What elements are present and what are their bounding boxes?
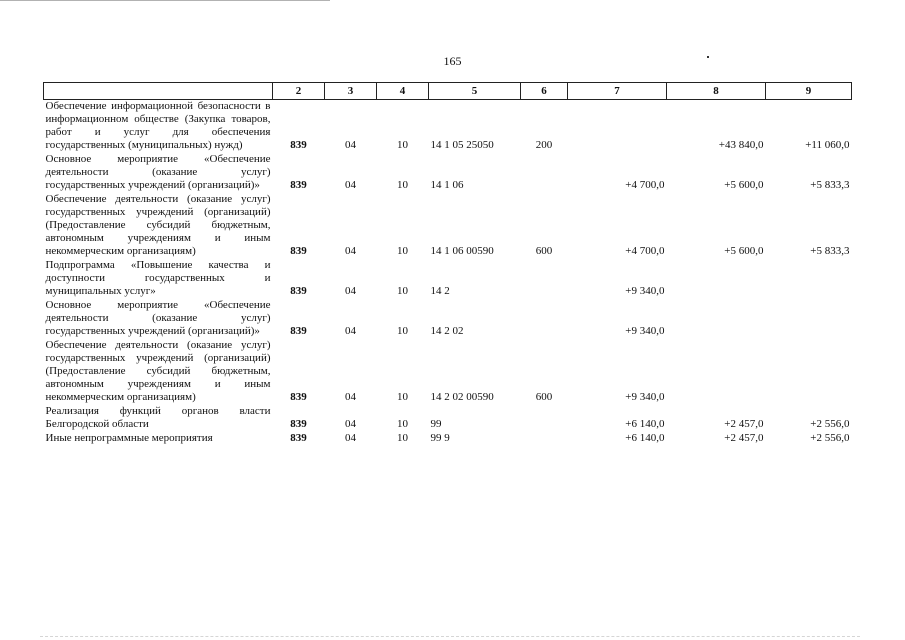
row-amount-col9: +11 060,0 <box>805 139 850 151</box>
row-ministry-code: 839 <box>290 285 307 297</box>
row-section-code: 04 <box>345 418 356 430</box>
scan-artifact-bottom <box>40 636 860 638</box>
row-subsection-code: 10 <box>397 391 408 403</box>
row-target-code: 14 1 05 25050 <box>430 139 494 151</box>
row-section-code: 04 <box>345 325 356 337</box>
row-expense-type <box>521 299 568 339</box>
row-section-code: 04 <box>345 285 356 297</box>
row-ministry-code: 839 <box>290 418 307 430</box>
row-name: Обеспечение деятельности (оказание услуг) государственных учреждений (организаций) (Предоставление субсидий бюджетным, автономным учреждениям и иным некоммерческим организациям) <box>45 339 271 403</box>
row-amount-col8: +2 457,0 <box>724 418 764 430</box>
budget-table <box>43 82 852 446</box>
row-amount-col9 <box>766 259 852 299</box>
row-amount-col9: +2 556,0 <box>810 418 850 430</box>
row-target-code: 14 1 06 00590 <box>430 245 494 257</box>
header-cell-4: 4 <box>377 83 429 100</box>
table-row <box>44 100 852 154</box>
row-section-code: 04 <box>345 139 356 151</box>
row-target-code: 14 2 02 <box>430 325 464 337</box>
row-name: Обеспечение информационной безопасности в информационном обществе (Закупка товаров, работ и услуг для обеспечения государственных (муниципальных) нужд) <box>45 100 271 151</box>
row-target-code: 99 <box>430 418 442 430</box>
row-name: Реализация функций органов власти Белгородской области <box>45 405 271 430</box>
row-subsection-code: 10 <box>397 325 408 337</box>
row-ministry-code: 839 <box>290 325 307 337</box>
table-row <box>44 405 852 432</box>
row-amount-col8: +5 600,0 <box>724 245 764 257</box>
header-cell-5: 5 <box>429 83 521 100</box>
row-subsection-code: 10 <box>397 285 408 297</box>
row-amount-col8 <box>667 339 766 405</box>
row-amount-col7: +4 700,0 <box>625 179 665 191</box>
row-expense-type <box>521 405 568 432</box>
row-ministry-code: 839 <box>290 432 307 444</box>
row-amount-col8 <box>667 259 766 299</box>
row-expense-type: 200 <box>535 139 553 151</box>
row-expense-type: 600 <box>535 391 553 403</box>
header-cell-6: 6 <box>521 83 568 100</box>
row-target-code: 14 2 <box>430 285 450 297</box>
header-cell-3: 3 <box>325 83 377 100</box>
row-amount-col9 <box>766 339 852 405</box>
row-amount-col8: +43 840,0 <box>718 139 764 151</box>
row-name: Основное мероприятие «Обеспечение деятельности (оказание услуг) государственных учреждений (организаций)» <box>45 299 271 337</box>
table-row <box>44 299 852 339</box>
row-amount-col7: +9 340,0 <box>625 285 665 297</box>
table-row <box>44 259 852 299</box>
table-row <box>44 153 852 193</box>
row-target-code: 14 2 02 00590 <box>430 391 494 403</box>
row-amount-col9: +5 833,3 <box>810 245 850 257</box>
row-target-code: 99 9 <box>430 432 450 444</box>
header-cell-2: 2 <box>273 83 325 100</box>
row-ministry-code: 839 <box>290 139 307 151</box>
row-expense-type <box>521 432 568 446</box>
row-amount-col8 <box>667 299 766 339</box>
header-cell-7: 7 <box>568 83 667 100</box>
row-subsection-code: 10 <box>397 139 408 151</box>
row-subsection-code: 10 <box>397 179 408 191</box>
row-name: Иные непрограммные мероприятия <box>45 432 213 444</box>
row-name: Обеспечение деятельности (оказание услуг) государственных учреждений (организаций) (Предоставление субсидий бюджетным, автономным учреждениям и иным некоммерческим организациям) <box>45 193 271 257</box>
row-section-code: 04 <box>345 391 356 403</box>
row-amount-col7: +6 140,0 <box>625 418 665 430</box>
page-number: 165 <box>443 54 462 68</box>
row-amount-col8: +5 600,0 <box>724 179 764 191</box>
row-section-code: 04 <box>345 245 356 257</box>
row-amount-col9: +5 833,3 <box>810 179 850 191</box>
table-row <box>44 339 852 405</box>
row-target-code: 14 1 06 <box>430 179 464 191</box>
row-expense-type <box>521 153 568 193</box>
row-ministry-code: 839 <box>290 245 307 257</box>
table-header-row <box>44 83 852 100</box>
table-row <box>44 432 852 446</box>
row-amount-col7: +6 140,0 <box>625 432 665 444</box>
row-name: Основное мероприятие «Обеспечение деятельности (оказание услуг) государственных учреждений (организаций)» <box>45 153 271 191</box>
header-cell-1 <box>44 83 273 100</box>
row-amount-col9 <box>766 299 852 339</box>
table-row <box>44 193 852 259</box>
scan-artifact-top <box>0 0 330 5</box>
header-cell-9: 9 <box>766 83 852 100</box>
row-subsection-code: 10 <box>397 245 408 257</box>
row-amount-col7: +9 340,0 <box>625 391 665 403</box>
row-expense-type <box>521 259 568 299</box>
row-amount-col7 <box>568 100 667 154</box>
row-amount-col7: +9 340,0 <box>625 325 665 337</box>
row-subsection-code: 10 <box>397 418 408 430</box>
row-ministry-code: 839 <box>290 179 307 191</box>
row-section-code: 04 <box>345 432 356 444</box>
row-amount-col9: +2 556,0 <box>810 432 850 444</box>
row-amount-col8: +2 457,0 <box>724 432 764 444</box>
row-amount-col7: +4 700,0 <box>625 245 665 257</box>
row-ministry-code: 839 <box>290 391 307 403</box>
row-subsection-code: 10 <box>397 432 408 444</box>
header-cell-8: 8 <box>667 83 766 100</box>
row-expense-type: 600 <box>535 245 553 257</box>
row-section-code: 04 <box>345 179 356 191</box>
row-name: Подпрограмма «Повышение качества и доступности государственных и муниципальных услуг» <box>45 259 271 297</box>
